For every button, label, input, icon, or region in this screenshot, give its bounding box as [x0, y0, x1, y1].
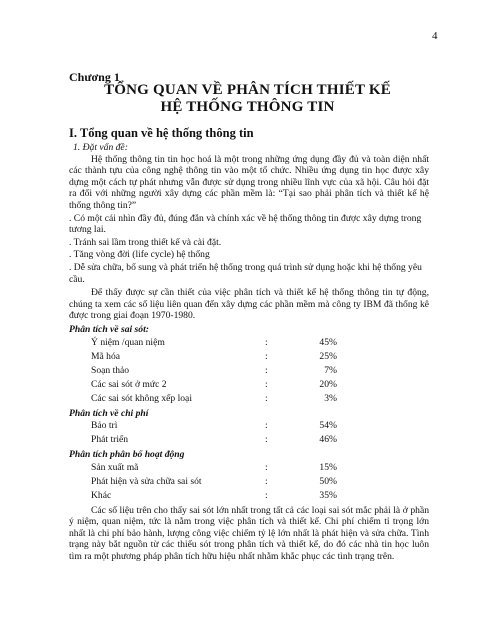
bullet-item: . Có một cái nhìn đầy đủ, đúng đắn và chính xác về hệ thống thông tin được xây dựng trong tương lai. [69, 212, 422, 236]
stat-value: 25% [319, 350, 337, 362]
stat-row [69, 433, 429, 447]
bullet-item: . Dễ sửa chữa, bổ sung và phát triển hệ thống trong quá trình sử dụng hoặc khi hệ thống yêu cầu. [69, 261, 422, 285]
group-title-activities: Phân tích phân bổ hoạt động [69, 449, 185, 461]
stat-value: 35% [319, 489, 337, 501]
page-number: 4 [432, 30, 438, 42]
stat-colon: : [265, 350, 268, 362]
stat-value: 45% [319, 336, 337, 348]
stat-label: Phát hiện và sửa chữa sai sót [91, 475, 202, 487]
stat-row [69, 489, 429, 503]
stat-value: 50% [319, 475, 337, 487]
stat-label: Phát triển [91, 434, 129, 446]
stat-label: Bảo trì [91, 420, 118, 432]
chapter-label: Chương 1 [69, 70, 120, 84]
paragraph-intro: Hệ thống thông tin tin học hoá là một trong những ứng dụng đầy đủ và toàn diện nhất các thành tựu của công nghệ thông tin vào một tổ chức. Nhiều ứng dụng tin học được xây dựng một cách tự phát nhưng vẫn được sử dụng trong nhiều lĩnh vực của xã hội. Câu hỏi đặt ra đối với những người xây dựng các phần mềm là: “Tại sao phải phân tích và thiết kế hệ thống thông tin?” [69, 153, 429, 211]
stat-label: Soạn thảo [91, 364, 130, 376]
stat-row [69, 419, 429, 433]
subsection-heading: 1. Đặt vấn đề: [73, 142, 128, 153]
bullet-item: . Tránh sai lầm trong thiết kế và cài đặt. [69, 236, 222, 248]
stat-value: 54% [319, 420, 337, 432]
stat-colon: : [265, 336, 268, 348]
chapter-title-line-2: HỆ THỐNG THÔNG TIN [160, 99, 335, 115]
stat-row [69, 475, 429, 489]
stat-colon: : [265, 434, 268, 446]
stat-value: 7% [324, 364, 337, 376]
stat-label: Các sai sót không xếp loại [91, 392, 192, 404]
stat-value: 20% [319, 378, 337, 390]
stat-row [69, 461, 429, 475]
stat-colon: : [265, 420, 268, 432]
section-heading: I. Tổng quan về hệ thống thông tin [69, 126, 254, 140]
stat-value: 46% [319, 434, 337, 446]
stat-colon: : [265, 489, 268, 501]
stat-row [69, 392, 429, 406]
stat-colon: : [265, 392, 268, 404]
stat-value: 3% [324, 392, 337, 404]
stat-colon: : [265, 378, 268, 390]
group-title-errors: Phân tích về sai sót: [69, 323, 149, 335]
stat-row [69, 364, 429, 378]
stat-label: Sản xuất mã [91, 461, 139, 473]
chapter-title-line-1: TỔNG QUAN VỀ PHÂN TÍCH THIẾT KẾ [104, 82, 391, 98]
stat-row [69, 378, 429, 392]
stat-value: 15% [319, 461, 337, 473]
paragraph-ibm: Để thấy được sự cần thiết của việc phân tích và thiết kế hệ thống thông tin tự động, chúng ta xem các số liệu liên quan đến xây dựng các phần mềm mà công ty IBM đã thống kê được trong giai đoạn 1970-1980. [69, 287, 429, 322]
stat-colon: : [265, 461, 268, 473]
stat-label: Khác [91, 489, 112, 501]
stat-label: Ý niệm /quan niệm [91, 336, 165, 348]
stat-row [69, 350, 429, 364]
stat-colon: : [265, 475, 268, 487]
group-title-costs: Phân tích về chi phí [69, 407, 149, 419]
stat-colon: : [265, 364, 268, 376]
document-body [69, 142, 429, 563]
paragraph-conclusion: Các số liệu trên cho thấy sai sót lớn nhất trong tất cả các loại sai sót mắc phải là ở phần ý niệm, quan niệm, tức là nằm trong việc phân tích và thiết kế. Chi phí chiếm tỉ trọng lớn nhất là chi phí bảo hành, lượng công việc chiếm tỷ lệ lớn nhất là phát hiện và sửa chữa. Tình trạng này bắt nguồn từ các thiếu sót trong phân tích và thiết kế, do đó các nhà tin học luôn tìm ra một phương pháp phân tích hữu hiệu nhất nhằm khắc phục các tình trạng trên. [69, 504, 429, 563]
stat-label: Các sai sót ở mức 2 [91, 378, 167, 390]
bullet-item: . Tăng vòng đời (life cycle) hệ thống [69, 249, 210, 261]
stat-row [69, 336, 429, 350]
stat-label: Mã hóa [91, 350, 121, 362]
